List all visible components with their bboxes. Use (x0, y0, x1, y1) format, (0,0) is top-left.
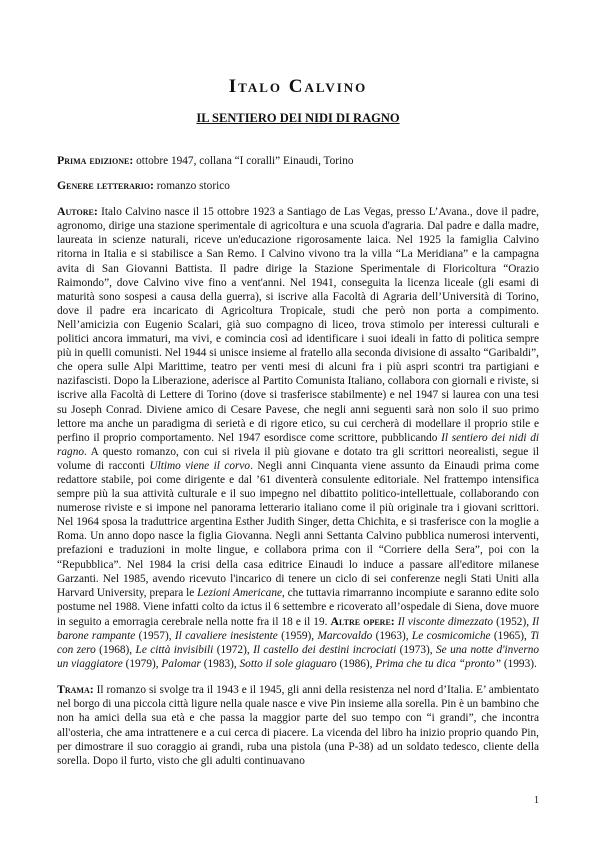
other-work-title: Ti con zero (57, 630, 540, 657)
author-text-4: , che tuttavia rimarranno incompiute e saranno edite solo postume nel 1988. Viene infatti colto da ictus il 6 settembre e ricoverato all’ospedale di Siena, dove muore in seguito a emorragia cerebrale nella notte fra il 18 e il 19. (57, 586, 540, 628)
work-title: Ultimo viene il corvo (149, 459, 251, 472)
other-work-year: (1968), (95, 644, 136, 657)
other-work-year: (1973), (396, 644, 436, 657)
other-work-title: Marcovaldo (317, 630, 373, 642)
other-work-year: (1952), (493, 615, 533, 628)
other-work-title: Il castello dei destini incrociati (253, 644, 397, 657)
other-work-year: (1983), (200, 658, 240, 671)
other-work-title: Se una notte d'inverno un viaggiatore (57, 644, 540, 671)
other-work-title: Le città invisibili (135, 644, 214, 657)
genre-line (57, 178, 539, 193)
other-work-year: (1959), (277, 630, 318, 642)
other-work-title: Prima che tu dica “pronto” (375, 658, 502, 671)
other-works-label: Altre opere: (330, 613, 395, 628)
work-title: Il sentiero dei nidi di ragno (57, 431, 540, 458)
page-title: Italo Calvino (228, 76, 368, 97)
other-work-year: (1986), (336, 658, 376, 671)
first-edition-line (57, 153, 539, 168)
other-work-title: Le cosmicomiche (411, 630, 491, 642)
other-work-year: (1965), (490, 630, 531, 642)
first-edition-label: Prima edizione: (57, 153, 134, 167)
author-text-3: . Negli anni Cinquanta viene assunto da Einaudi prima come redattore stabile, poi come dirigente e dal ’61 diventerà consulente editoriale. Nel frattempo intensifica sempre più la sua attività culturale e il suo impegno nel dibattito politico-intellettuale, collaborando con numerose riviste e si impone nel panorama letterario italiano come il più originale tra i giovani scrittori. Nel 1964 sposa la traduttrice argentina Esther Judith Singer, detta Chichita, e si trasferisce con la moglie a Roma. Un anno dopo nasce la figlia Giovanna. Negli anni Settanta Calvino pubblica numerosi interventi, prefazioni e traduzioni in molte lingue, e collabora prima con il “Corriere della Sera”, poi con la “Repubblica”. Nel 1984 la crisi della casa editrice Einaudi lo induce a passare all'editore milanese Garzanti. Nel 1985, avendo ricevuto l'incarico di tenere un ciclo di sei conferenze negli Stati Uniti alla Harvard University, prepara le (57, 459, 540, 599)
book-title: IL SENTIERO DEI NIDI DI RAGNO (196, 111, 400, 125)
plot-text: Il romanzo si svolge tra il 1943 e il 1945, gli anni della resistenza nel nord d’Italia. E’ ambientato nel borgo di una piccola città ligure nella quale nasce e vive Pin insieme alla sorella. Pin è un bambino che non ha amici della sua età e che passa la maggior parte del suo tempo con “i grandi”, che incontra all'osteria, che ama intrattenere e a cui cerca di piacere. La vicenda del libro ha inizio proprio quando Pin, per dimostrare il suo coraggio ai grandi, ruba una pistola (una P-38) ad un soldato tedesco, cliente della sorella. Dopo il furto, visto che gli adulti continuavano (57, 684, 539, 767)
other-work-title: Il cavaliere inesistente (174, 630, 278, 642)
other-work-year: (1957), (135, 630, 175, 642)
author-label: Autore: (57, 204, 98, 219)
page-number: 1 (534, 795, 539, 806)
plot-paragraph (57, 682, 539, 768)
author-paragraph (57, 204, 539, 671)
first-edition-text: ottobre 1947, collana “I coralli” Einaudi, Torino (133, 155, 354, 167)
genre-text: romanzo storico (153, 180, 230, 193)
genre-label: Genere letterario: (57, 178, 154, 193)
author-text-2: . A questo romanzo, con cui si rivela il più giovane e dotato tra gli scrittori neorealisti, segue il volume di racconti (57, 445, 539, 472)
other-work-title: Il barone rampante (57, 615, 540, 642)
work-title: Lezioni Americane (197, 586, 282, 599)
other-work-year: (1979), (122, 658, 162, 671)
other-work-title: Sotto il sole giaguaro (239, 658, 337, 671)
other-work-year: (1963), (372, 630, 412, 642)
other-work-year: (1993). (501, 658, 537, 671)
other-work-title: Il visconte dimezzato (397, 615, 494, 628)
plot-label: Trama: (57, 682, 94, 697)
other-work-year: (1972), (213, 644, 254, 657)
other-work-title: Palomar (161, 658, 201, 671)
author-text-1: Italo Calvino nasce il 15 ottobre 1923 a Santiago de Las Vegas, presso L’Avana., dove il padre, agronomo, dirige una stazione sperimentale di agricoltura e una scuola d'agraria. Dal padre e dalla madre, laureata in scienze naturali, riceve un'educazione rigorosamente laica. Nel 1925 la famiglia Calvino ritorna in Italia e si stabilisce a San Remo. I Calvino vivono tra la villa “La Meridiana” e la campagna avita di San Giovanni Battista. Il padre dirige la Stazione Sperimentale di Floricoltura “Orazio Raimondo”, dove Calvino vive fino a vent'anni. Nel 1941, conseguita la licenza liceale (gli esami di maturità sono sospesi a causa della guerra), si iscrive alla Facoltà di Agraria dell’Università di Torino, dove il padre era incaricato di Agricoltura Tropicale, studi che però non porta a compimento. Nell’amicizia con Eugenio Scalari, già suo compagno di liceo, trova stimolo per interessi culturali e politici ancora immaturi, ma vivi, e comincia così ad identificare i suoi ideali in fatto di politica sempre più in quelli comunisti. Nel 1944 si unisce insieme al fratello alla seconda divisione di assalto “Garibaldi”, che opera sulle Alpi Marittime, teatro per venti mesi di alcuni fra i più aspri scontri tra partigiani e nazifascisti. Dopo la Liberazione, aderisce al Partito Comunista Italiano, collabora con giornali e riviste, si iscrive alla Facoltà di Lettere di Torino (dove si trasferisce stabilmente) e nel 1947 si laurea con una tesi su Joseph Conrad. Diviene amico di Cesare Pavese, che negli anni seguenti sarà non solo il suo primo lettore ma anche un paradigma di serietà e di rigore etico, su cui cercherà di modellare il proprio stile e perfino il proprio comportamento. Nel 1947 esordisce come scrittore, pubblicando (57, 206, 539, 444)
